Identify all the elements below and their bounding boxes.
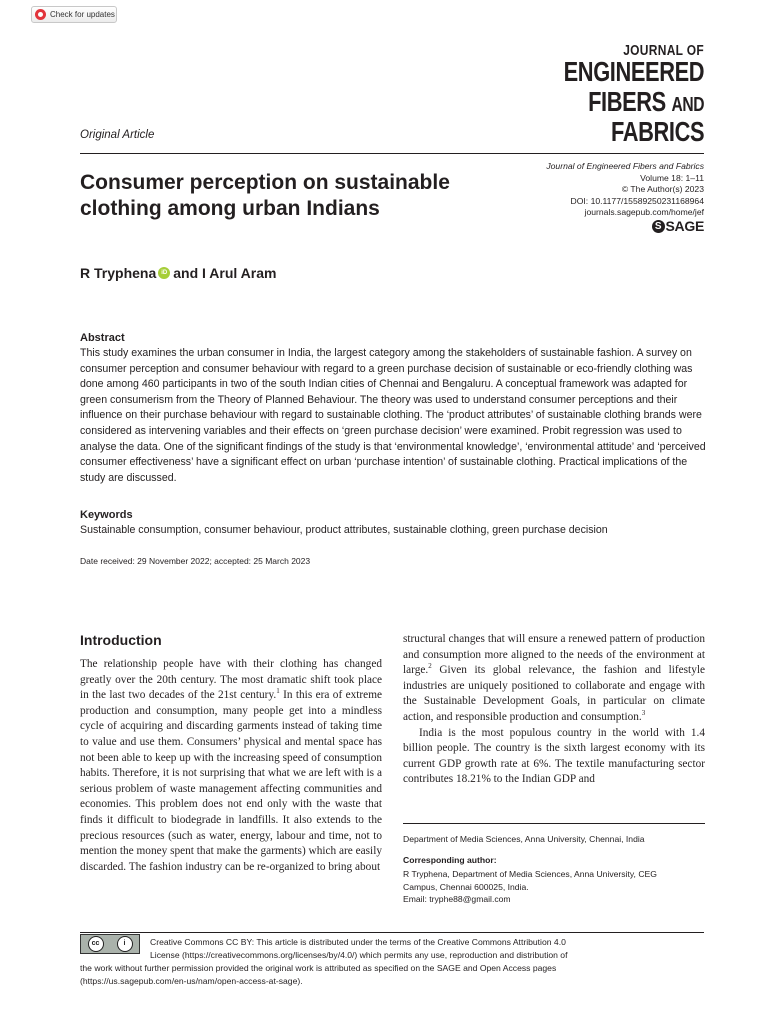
corresponding-author-details [403, 868, 705, 906]
update-icon [35, 9, 46, 20]
license-line-4: (https://us.sagepub.com/en-us/nam/open-access-at-sage). [80, 976, 303, 986]
keywords-heading: Keywords [80, 509, 133, 521]
check-for-updates-label: Check for updates [50, 10, 115, 19]
keywords-text: Sustainable consumption, consumer behaviour, product attributes, sustainable clothing, green purchase decision [80, 524, 608, 536]
corresponding-author-heading: Corresponding author: [403, 855, 497, 865]
logo-line-4: FABRICS [610, 116, 704, 147]
logo-line-3b: AND [671, 94, 704, 116]
intro-paragraph-1-cont [403, 632, 705, 726]
license-line-3: the work without further permission provided the original work is attributed as specified on the SAGE and Open Access pages [80, 963, 557, 973]
body-column-right [403, 632, 705, 788]
author-list [80, 265, 276, 281]
publisher-logo [652, 218, 704, 234]
license-line-1: Creative Commons CC BY: This article is distributed under the terms of the Creative Commons Attribution 4.0 [150, 937, 566, 947]
corr-line-1: R Tryphena, Department of Media Sciences, Anna University, CEG [403, 869, 657, 879]
author-first[interactable]: R Tryphena [80, 265, 157, 281]
footnote-divider [403, 823, 705, 824]
intro-paragraph-2: India is the most populous country in the world with 1.4 billion people. The country is the sixth largest economy with its current GDP growth rate at 6%. The textile manufacturing sector contributes 18.21% to the Indian GDP and [403, 726, 705, 786]
corr-line-2: Campus, Chennai 600025, India. [403, 881, 529, 892]
abstract-text: This study examines the urban consumer in India, the largest category among the stakeholders of sustainable fashion. A survey on consumer perception and consumer behaviour with regard to a green purchase decision of sustainable or eco-friendly clothing was done among 460 participants in two of the south Indian cities of Chennai and Bengaluru. A conceptual framework was adapted for green consumerism from the Theory of Planned Behaviour. The theory was used to understand consumer perceptions and their influence on their purchase behaviour with regard to sustainable clothing. The ‘product attributes’ of sustainable clothing brands were considered as intervening variables and their effects on ‘green purchase decision’ were examined. Probit regression was used to analyse the data. One of the significant findings of the study is that ‘environmental knowledge’, ‘environmental attitude’ and ‘perceived consumer effectiveness’ have a significant effect on urban ‘purchase intention’ of sustainable clothing. Practical implications of the study are discussed. [80, 347, 706, 484]
license-line-2: License (https://creativecommons.org/licenses/by/4.0/) which permits any use, reproduction and distribution of [150, 950, 568, 960]
intro-p1-cont-a: structural changes that will ensure a renewed pattern of production and consumption more aligned to the needs of the environment at large. [403, 633, 705, 677]
article-meta [546, 161, 704, 219]
header-divider [80, 153, 704, 154]
license-divider [80, 932, 704, 933]
article-title: Consumer perception on sustainable clothing among urban Indians [80, 171, 450, 220]
meta-volume: Volume 18: 1–11 [640, 172, 704, 183]
article-type: Original Article [80, 129, 155, 141]
citation-2[interactable]: 2 [428, 662, 432, 671]
meta-doi[interactable]: DOI: 10.1177/15589250231168964 [570, 195, 704, 206]
intro-p1-cont-b: Given its global relevance, the fashion and lifestyle industries are uniquely positioned to collaborate and engage with the Sustainable Development Goals, in particular on climate action, and responsible production and consumption. [403, 664, 705, 723]
abstract-heading: Abstract [80, 332, 125, 344]
intro-p1-text: The relationship people have with their clothing has changed greatly over the 20th century. The most dramatic shift took place in the last two decades of the 21st century. [80, 658, 382, 702]
license-text [80, 936, 710, 988]
meta-url[interactable]: journals.sagepub.com/home/jef [584, 207, 704, 217]
meta-journal: Journal of Engineered Fibers and Fabrics [546, 161, 704, 171]
journal-logo [524, 41, 704, 147]
corr-email[interactable]: Email: tryphe88@gmail.com [403, 894, 511, 904]
body-column-left [80, 657, 382, 875]
publisher-name: SAGE [665, 218, 704, 234]
logo-line-3 [563, 88, 704, 116]
affiliation: Department of Media Sciences, Anna University, Chennai, India [403, 834, 645, 844]
orcid-icon[interactable]: iD [158, 267, 170, 279]
received-dates: Date received: 29 November 2022; accepted: 25 March 2023 [80, 556, 311, 566]
intro-paragraph-1 [80, 657, 382, 875]
logo-line-3a: FIBERS [587, 86, 666, 117]
intro-p1-rest: In this era of extreme production and consumption, many people get into a mindless cycle of acquiring and discarding garments instead of taking time to value and use them. Consumers’ physical and mental space has not been able to keep up with the increasing speed of consumption habits. Therefore, it is not surprising that what we are left with is a serious problem of waste management affecting communities and economies. This problem does not end only with the waste that finds it difficult to biodegrade in landfills. It also extends to the precious resources (such as water, energy, labour and time, not to mention the money spent that make the garments) which are easily discarded. The fashion industry can be re-organized to bring about [80, 689, 382, 873]
meta-copyright: © The Author(s) 2023 [621, 184, 704, 194]
section-heading-introduction: Introduction [80, 632, 162, 648]
by-icon: i [117, 936, 133, 952]
author-rest[interactable]: and I Arul Aram [173, 265, 277, 281]
sage-icon: S [652, 220, 665, 233]
check-for-updates-badge[interactable] [31, 6, 117, 23]
citation-3[interactable]: 3 [641, 709, 646, 718]
cc-icon: cc [88, 936, 104, 952]
logo-line-2: ENGINEERED [563, 56, 704, 87]
logo-line-1: JOURNAL OF [623, 41, 704, 59]
citation-1[interactable]: 1 [276, 687, 280, 696]
